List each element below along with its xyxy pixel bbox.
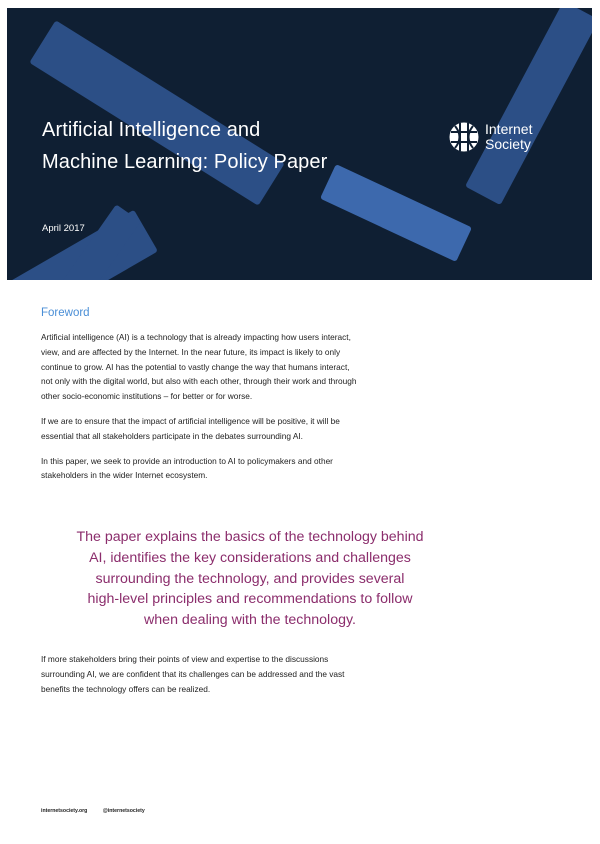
title-line: Artificial Intelligence and: [42, 119, 261, 141]
page-footer: [41, 808, 159, 814]
quote-line: surrounding the technology, and provides several: [95, 570, 405, 587]
quote-line: The paper explains the basics of the technology behind: [76, 529, 424, 545]
quote-line: high-level principles and recommendations to follow: [87, 591, 413, 608]
cover-banner: [7, 8, 592, 280]
logo-wordmark: [485, 122, 532, 152]
foreword-paragraph: [41, 330, 426, 404]
foreword-paragraph: [41, 454, 426, 484]
text-line: benefits the technology offers can be realized.: [41, 683, 211, 694]
text-line: view, and are affected by the Internet. In the near future, its impact is likely to only: [41, 346, 341, 357]
title-line: Machine Learning: Policy Paper: [42, 151, 328, 173]
decorative-bar: [465, 8, 592, 205]
foreword-section: [41, 307, 426, 493]
quote-line: when dealing with the technology.: [144, 612, 356, 629]
text-line: surrounding AI, we are confident that its challenges can be addressed and the vast: [41, 668, 345, 679]
logo-line: Society: [485, 136, 531, 152]
internet-society-globe-icon: [448, 121, 480, 153]
text-line: continue to grow. AI has the potential to vastly change the way that humans interact,: [41, 361, 350, 372]
text-line: essential that all stakeholders participate in the debates surrounding AI.: [41, 430, 303, 441]
text-line: Artificial intelligence (AI) is a technology that is already impacting how users interact,: [41, 332, 351, 342]
text-line: other socio-economic institutions – for better or for worse.: [41, 391, 253, 402]
decorative-bar: [320, 164, 472, 262]
text-line: If more stakeholders bring their points of view and expertise to the discussions: [41, 654, 329, 664]
footer-handle: @internetsociety: [102, 808, 145, 814]
foreword-heading: Foreword: [41, 307, 90, 319]
closing-paragraph: [41, 652, 345, 696]
pull-quote: [30, 527, 470, 631]
footer-website: internetsociety.org: [41, 808, 88, 814]
text-line: In this paper, we seek to provide an introduction to AI to policymakers and other: [41, 455, 333, 466]
text-line: not only with the digital world, but also with each other, through their work and through: [41, 376, 357, 387]
quote-line: AI, identifies the key considerations and challenges: [89, 549, 411, 566]
text-line: stakeholders in the wider Internet ecosystem.: [41, 470, 208, 481]
document-title: [42, 114, 327, 178]
foreword-paragraph: [41, 414, 426, 444]
logo-line: Internet: [485, 121, 533, 137]
text-line: If we are to ensure that the impact of artificial intelligence will be positive, it will be: [41, 415, 340, 426]
internet-society-logo: [448, 121, 532, 153]
publication-date: April 2017: [42, 223, 85, 234]
